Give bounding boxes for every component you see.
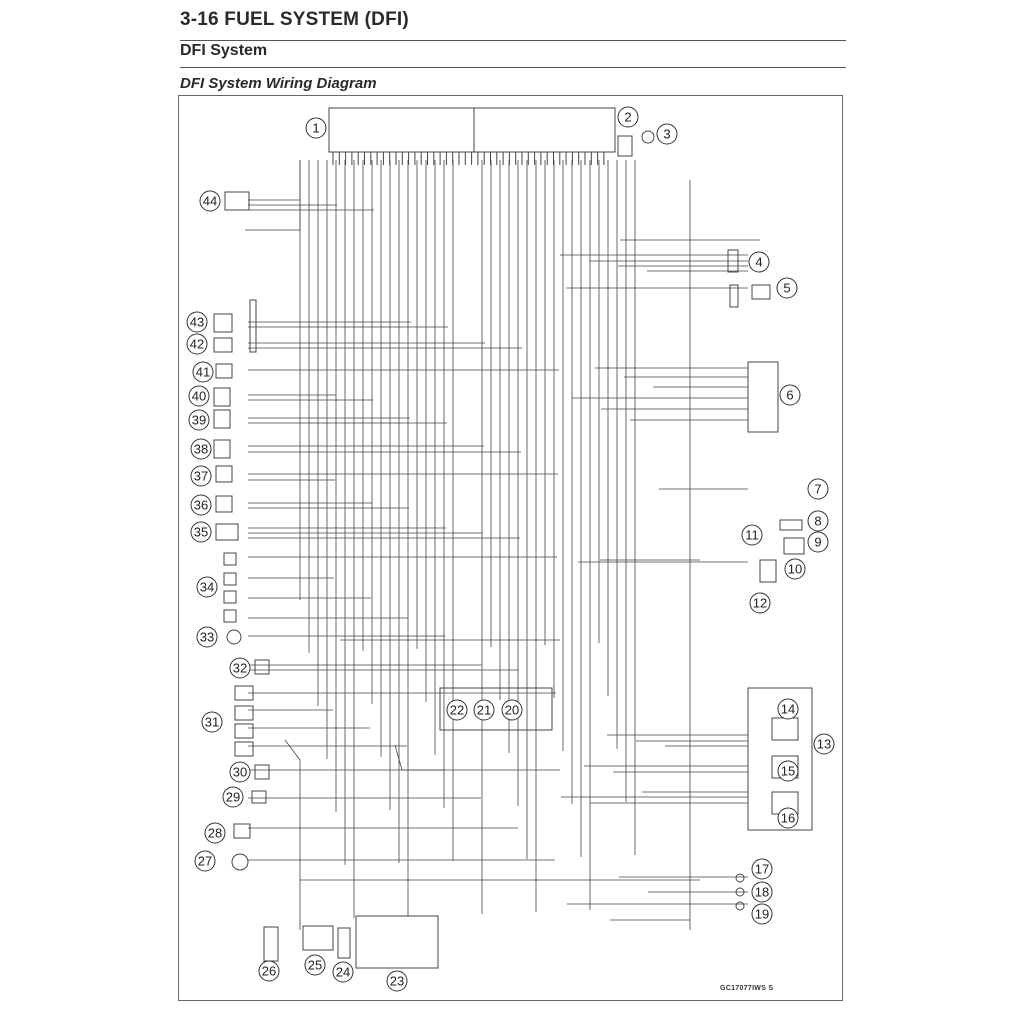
- wire: [395, 745, 560, 770]
- callout-number: 35: [193, 524, 209, 540]
- component-8-body: [780, 520, 802, 530]
- component-29-body: [252, 791, 266, 803]
- callout-number: 38: [193, 441, 209, 457]
- callout-number: 3: [663, 126, 671, 142]
- component-38-body: [214, 440, 230, 458]
- callout-number: 15: [780, 763, 796, 779]
- component-17-body: [736, 874, 744, 882]
- component-34c: [224, 591, 236, 603]
- callout-number: 37: [193, 468, 209, 484]
- callout-1: [306, 118, 326, 138]
- callout-number: 1: [312, 120, 320, 136]
- diagram-title: DFI System Wiring Diagram: [180, 75, 377, 92]
- component-39-body: [214, 410, 230, 428]
- callout-11: [742, 525, 762, 545]
- component-34d: [224, 610, 236, 622]
- callout-4: [749, 252, 769, 272]
- callout-22: [447, 700, 467, 720]
- component-37-body: [216, 466, 232, 482]
- callout-number: 44: [202, 193, 218, 209]
- callout-3: [657, 124, 677, 144]
- callout-number: 41: [195, 364, 211, 380]
- callout-20: [502, 700, 522, 720]
- component-41-body: [216, 364, 232, 378]
- callout-17: [752, 859, 772, 879]
- callout-number: 7: [814, 481, 822, 497]
- callout-number: 34: [199, 579, 215, 595]
- component-31d: [235, 742, 253, 756]
- callout-number: 25: [307, 957, 323, 973]
- callout-number: 9: [814, 534, 822, 550]
- component-44-body: [225, 192, 249, 210]
- component-34b: [224, 573, 236, 585]
- component-9-body: [784, 538, 804, 554]
- wire: [285, 740, 300, 930]
- callout-number: 2: [624, 109, 632, 125]
- component-5-body: [752, 285, 770, 299]
- component-14: [772, 718, 798, 740]
- callout-28: [205, 823, 225, 843]
- callout-6: [780, 385, 800, 405]
- callout-37: [191, 466, 211, 486]
- callout-number: 32: [232, 660, 248, 676]
- callout-39: [189, 410, 209, 430]
- callout-44: [200, 191, 220, 211]
- callout-34: [197, 577, 217, 597]
- callout-number: 23: [389, 973, 405, 989]
- callout-29: [223, 787, 243, 807]
- callout-number: 18: [754, 884, 770, 900]
- figure-code: GC17077IWS S: [720, 985, 774, 992]
- callout-25: [305, 955, 325, 975]
- callout-40: [189, 386, 209, 406]
- callout-15: [778, 761, 798, 781]
- callout-27: [195, 851, 215, 871]
- component-24-body: [338, 928, 350, 958]
- callout-35: [191, 522, 211, 542]
- component-35-body: [216, 524, 238, 540]
- callout-number: 21: [476, 702, 492, 718]
- component-19-body: [736, 902, 744, 910]
- callout-number: 4: [755, 254, 763, 270]
- callout-2: [618, 107, 638, 127]
- page-title: 3-16 FUEL SYSTEM (DFI): [180, 9, 409, 30]
- callout-number: 12: [752, 595, 768, 611]
- callout-number: 8: [814, 513, 822, 529]
- callout-36: [191, 495, 211, 515]
- callout-26: [259, 961, 279, 981]
- callout-21: [474, 700, 494, 720]
- callout-38: [191, 439, 211, 459]
- callout-number: 13: [816, 736, 832, 752]
- component-10-body: [760, 560, 776, 582]
- component-28-body: [234, 824, 250, 838]
- callout-42: [187, 334, 207, 354]
- component-6-body: [748, 362, 778, 432]
- callout-number: 6: [786, 387, 794, 403]
- callout-13: [814, 734, 834, 754]
- callout-number: 16: [780, 810, 796, 826]
- callout-number: 36: [193, 497, 209, 513]
- callout-number: 20: [504, 702, 520, 718]
- callout-23: [387, 971, 407, 991]
- callout-7: [808, 479, 828, 499]
- component-31c: [235, 724, 253, 738]
- callout-number: 42: [189, 336, 205, 352]
- component-2-body: [618, 136, 632, 156]
- callout-number: 29: [225, 789, 241, 805]
- component-26-body: [264, 927, 278, 961]
- callout-41: [193, 362, 213, 382]
- callout-number: 5: [783, 280, 791, 296]
- callout-9: [808, 532, 828, 552]
- callout-number: 27: [197, 853, 213, 869]
- component-27-body: [232, 854, 248, 870]
- component-32-body: [255, 660, 269, 674]
- callout-14: [778, 699, 798, 719]
- callout-number: 11: [745, 527, 759, 543]
- callout-31: [202, 712, 222, 732]
- callout-32: [230, 658, 250, 678]
- section-title: DFI System: [180, 42, 268, 59]
- callout-number: 19: [754, 906, 770, 922]
- callout-number: 26: [261, 963, 277, 979]
- callout-18: [752, 882, 772, 902]
- callout-33: [197, 627, 217, 647]
- callout-number: 17: [754, 861, 770, 877]
- component-23-body: [356, 916, 438, 968]
- callout-5: [777, 278, 797, 298]
- callout-24: [333, 962, 353, 982]
- callout-number: 31: [204, 714, 220, 730]
- callout-number: 24: [335, 964, 351, 980]
- component-31b: [235, 706, 253, 720]
- component-34a: [224, 553, 236, 565]
- callout-number: 33: [199, 629, 215, 645]
- callout-number: 14: [780, 701, 796, 717]
- callout-30: [230, 762, 250, 782]
- callout-19: [752, 904, 772, 924]
- component-43-connector: [250, 300, 256, 352]
- component-36-body: [216, 496, 232, 512]
- callout-8: [808, 511, 828, 531]
- callout-number: 40: [191, 388, 207, 404]
- callout-10: [785, 559, 805, 579]
- callout-number: 10: [787, 561, 803, 577]
- component-3-body: [642, 131, 654, 143]
- component-25-body: [303, 926, 333, 950]
- component-43-body: [214, 314, 232, 332]
- callout-number: 43: [189, 314, 205, 330]
- callout-12: [750, 593, 770, 613]
- callout-number: 28: [207, 825, 223, 841]
- component-40-body: [214, 388, 230, 406]
- component-30-body: [255, 765, 269, 779]
- ecu-body: [329, 108, 615, 152]
- callout-number: 39: [191, 412, 207, 428]
- callout-number: 22: [449, 702, 465, 718]
- callout-16: [778, 808, 798, 828]
- callout-43: [187, 312, 207, 332]
- callout-number: 30: [232, 764, 248, 780]
- component-42-body: [214, 338, 232, 352]
- component-33-body: [227, 630, 241, 644]
